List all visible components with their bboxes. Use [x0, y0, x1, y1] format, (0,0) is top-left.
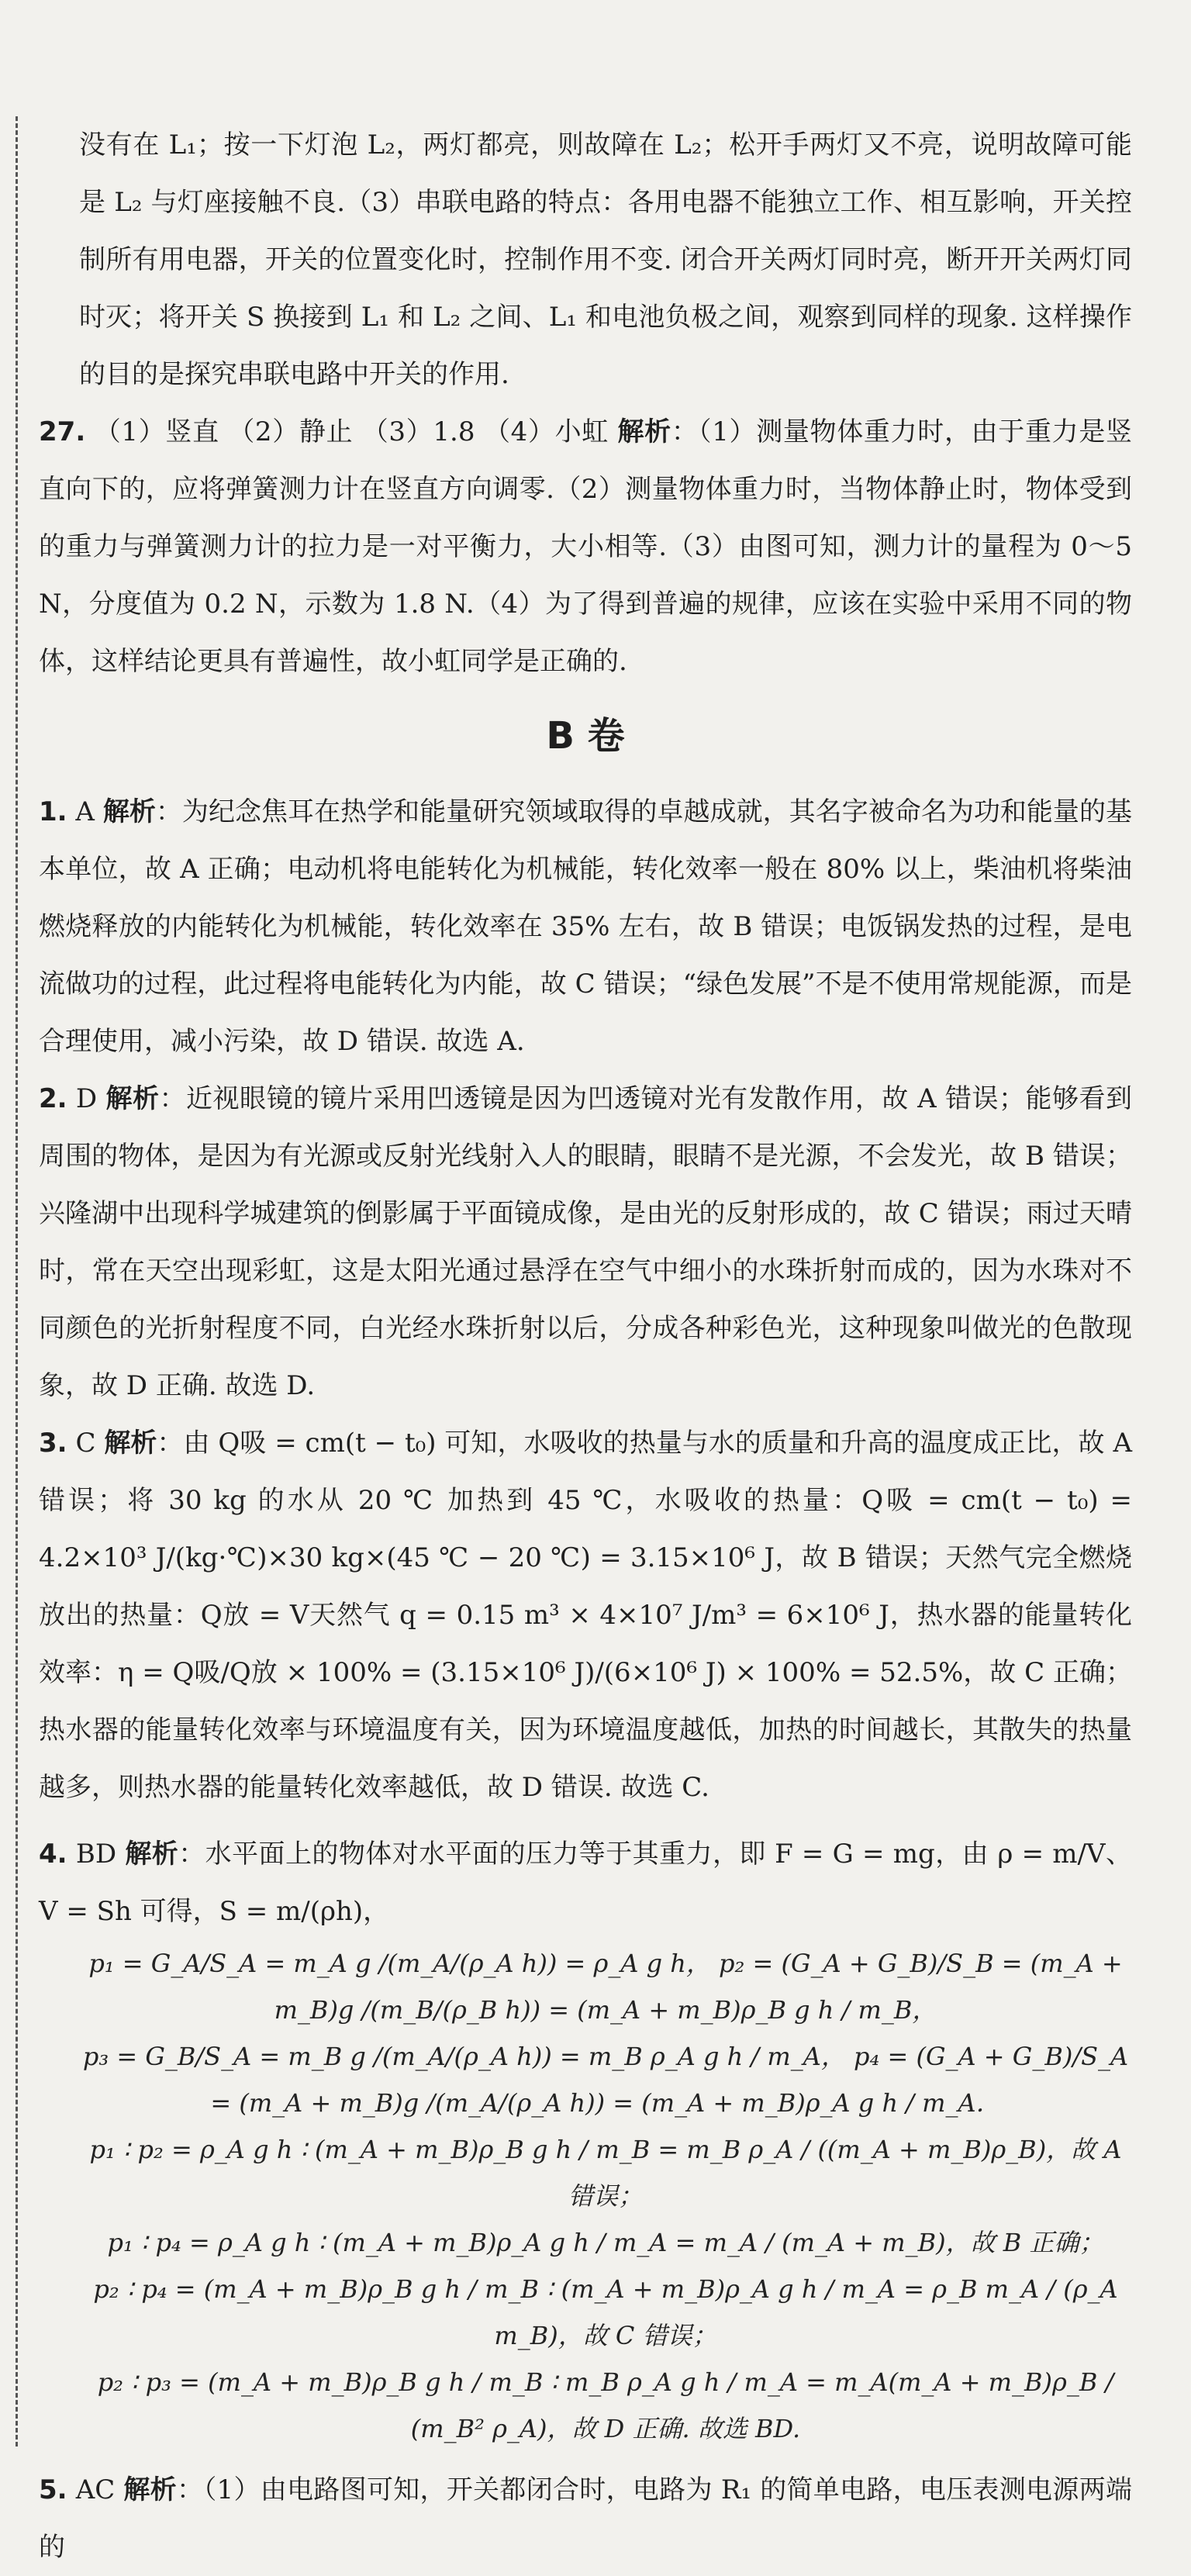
analysis-label: 解析: [102, 796, 156, 827]
formula-line: p₂ ∶ p₄ = (m_A + m_B)ρ_B g h / m_B ∶ (m_A + m_B)ρ_A g h / m_A = ρ_B m_A / (ρ_A m_B)，故 C 错误；: [93, 2274, 1118, 2350]
question-number: 1.: [39, 796, 67, 827]
question-answer: A: [75, 796, 95, 827]
q26-continuation-text: 没有在 L₁；按一下灯泡 L₂，两灯都亮，则故障在 L₂；松开手两灯又不亮，说明故障可能是 L₂ 与灯座接触不良.（3）串联电路的特点：各用电器不能独立工作、相互影响，开关控制所有用电器，开关的位置变化时，控制作用不变. 闭合开关两灯同时亮，断开开关两灯同时灭；将开关 S 换接到 L₁ 和 L₂ 之间、L₁ 和电池负极之间，观察到同样的现象. 这样操作的目的是探究串联电路中开关的作用.: [79, 129, 1132, 390]
formula-line: p₁ ∶ p₄ = ρ_A g h ∶ (m_A + m_B)ρ_A g h / m_A = m_A / (m_A + m_B)，故 B 正确；: [107, 2228, 1104, 2257]
section-title: B 卷: [546, 714, 625, 758]
question-4-formulas: [39, 1940, 1132, 2452]
formula-line: p₁ ∶ p₂ = ρ_A g h ∶ (m_A + m_B)ρ_B g h / m_B = m_B ρ_A / ((m_A + m_B)ρ_B)，故 A 错误；: [89, 2135, 1122, 2211]
question-answer: AC: [75, 2474, 116, 2505]
question-3: [39, 1414, 1132, 1816]
analysis-text: ：为纪念焦耳在热学和能量研究领域取得的卓越成就，其名字被命名为功和能量的基本单位，故 A 正确；电动机将电能转化为机械能，转化效率一般在 80% 以上，柴油机将柴油燃烧释放的内能转化为机械能，转化效率在 35% 左右，故 B 错误；电饭锅发热的过程，是电流做功的过程，此过程将电能转化为内能，故 C 错误；“绿色发展”不是不使用常规能源，而是合理使用，减小污染，故 D 错误. 故选 A.: [39, 796, 1132, 1057]
analysis-label: 解析: [104, 1428, 157, 1459]
formula-line: p₃ = G_B/S_A = m_B g /(m_A/(ρ_A h)) = m_B ρ_A g h / m_A， p₄ = (G_A + G_B)/S_A = (m_A + m_B)g /(m_A/(ρ_A h)) = (m_A + m_B)ρ_A g h / m_A．: [82, 2042, 1129, 2118]
question-5: [39, 2461, 1132, 2576]
question-2: [39, 1070, 1132, 1414]
q26-continuation: [39, 116, 1132, 403]
question-1: [39, 783, 1132, 1070]
question-number: 3.: [39, 1428, 67, 1459]
question-answer: BD: [75, 1839, 117, 1870]
question-number: 4.: [39, 1839, 67, 1870]
formula-line: p₂ ∶ p₃ = (m_A + m_B)ρ_B g h / m_B ∶ m_B ρ_A g h / m_A = m_A(m_A + m_B)ρ_B / (m_B² ρ_A)，故 D 正确. 故选 BD.: [97, 2367, 1114, 2443]
analysis-label: 解析: [617, 416, 671, 447]
answer-page: [39, 116, 1132, 2576]
analysis-text: ：（1）测量物体重力时，由于重力是竖直向下的，应将弹簧测力计在竖直方向调零.（2）测量物体重力时，当物体静止时，物体受到的重力与弹簧测力计的拉力是一对平衡力，大小相等.（3）由图可知，测力计的量程为 0～5 N，分度值为 0.2 N，示数为 1.8 N.（4）为了得到普遍的规律，应该在实验中采用不同的物体，这样结论更具有普遍性，故小虹同学是正确的.: [39, 416, 1133, 677]
analysis-text: ：近视眼镜的镜片采用凹透镜是因为凹透镜对光有发散作用，故 A 错误；能够看到周围的物体，是因为有光源或反射光线射入人的眼睛，眼睛不是光源，不会发光，故 B 错误；兴隆湖中出现科学城建筑的倒影属于平面镜成像，是由光的反射形成的，故 C 错误；雨过天晴时，常在天空出现彩虹，这是太阳光通过悬浮在空气中细小的水珠折射而成的，因为水珠对不同颜色的光折射程度不同，白光经水珠折射以后，分成各种彩色光，这种现象叫做光的色散现象，故 D 正确. 故选 D.: [39, 1083, 1133, 1401]
formula-line: p₁ = G_A/S_A = m_A g /(m_A/(ρ_A h)) = ρ_A g h， p₂ = (G_A + G_B)/S_B = (m_A + m_B)g /(m_B/(ρ_B h)) = (m_A + m_B)ρ_B g h / m_B，: [88, 1949, 1123, 2025]
analysis-label: 解析: [125, 1839, 179, 1870]
analysis-text: ：由 Q吸 = cm(t − t₀) 可知，水吸收的热量与水的质量和升高的温度成正比，故 A 错误；将 30 kg 的水从 20 ℃ 加热到 45 ℃，水吸收的热量：Q吸 = cm(t − t₀) = 4.2×10³ J/(kg·℃)×30 kg×(45 ℃ − 20 ℃) = 3.15×10⁶ J，故 B 错误；天然气完全燃烧放出的热量：Q放 = V天然气 q = 0.15 m³ × 4×10⁷ J/m³ = 6×10⁶ J，热水器的能量转化效率：η = Q吸/Q放 × 100% = (3.15×10⁶ J)/(6×10⁶ J) × 100% = 52.5%，故 C 正确；热水器的能量转化效率与环境温度有关，因为环境温度越低，加热的时间越长，其散失的热量越多，则热水器的能量转化效率越低，故 D 错误. 故选 C.: [39, 1428, 1133, 1803]
question-27: [39, 403, 1132, 690]
analysis-label: 解析: [105, 1083, 160, 1114]
question-answer: D: [75, 1083, 98, 1114]
question-answer: （1）竖直 （2）静止 （3）1.8 （4）小虹: [94, 416, 609, 447]
question-4: [39, 1825, 1132, 1940]
question-number: 5.: [39, 2474, 67, 2505]
question-answer: C: [75, 1428, 96, 1459]
analysis-text: ：水平面上的物体对水平面的压力等于其重力，即 F = G = mg，由 ρ = m/V、V = Sh 可得，S = m/(ρh)，: [39, 1839, 1132, 1927]
question-number: 2.: [39, 1083, 67, 1114]
binding-margin-line: [16, 116, 18, 2447]
analysis-text: ：（1）由电路图可知，开关都闭合时，电路为 R₁ 的简单电路，电压表测电源两端的: [39, 2474, 1133, 2563]
question-number: 27.: [39, 416, 86, 447]
analysis-label: 解析: [123, 2474, 177, 2505]
